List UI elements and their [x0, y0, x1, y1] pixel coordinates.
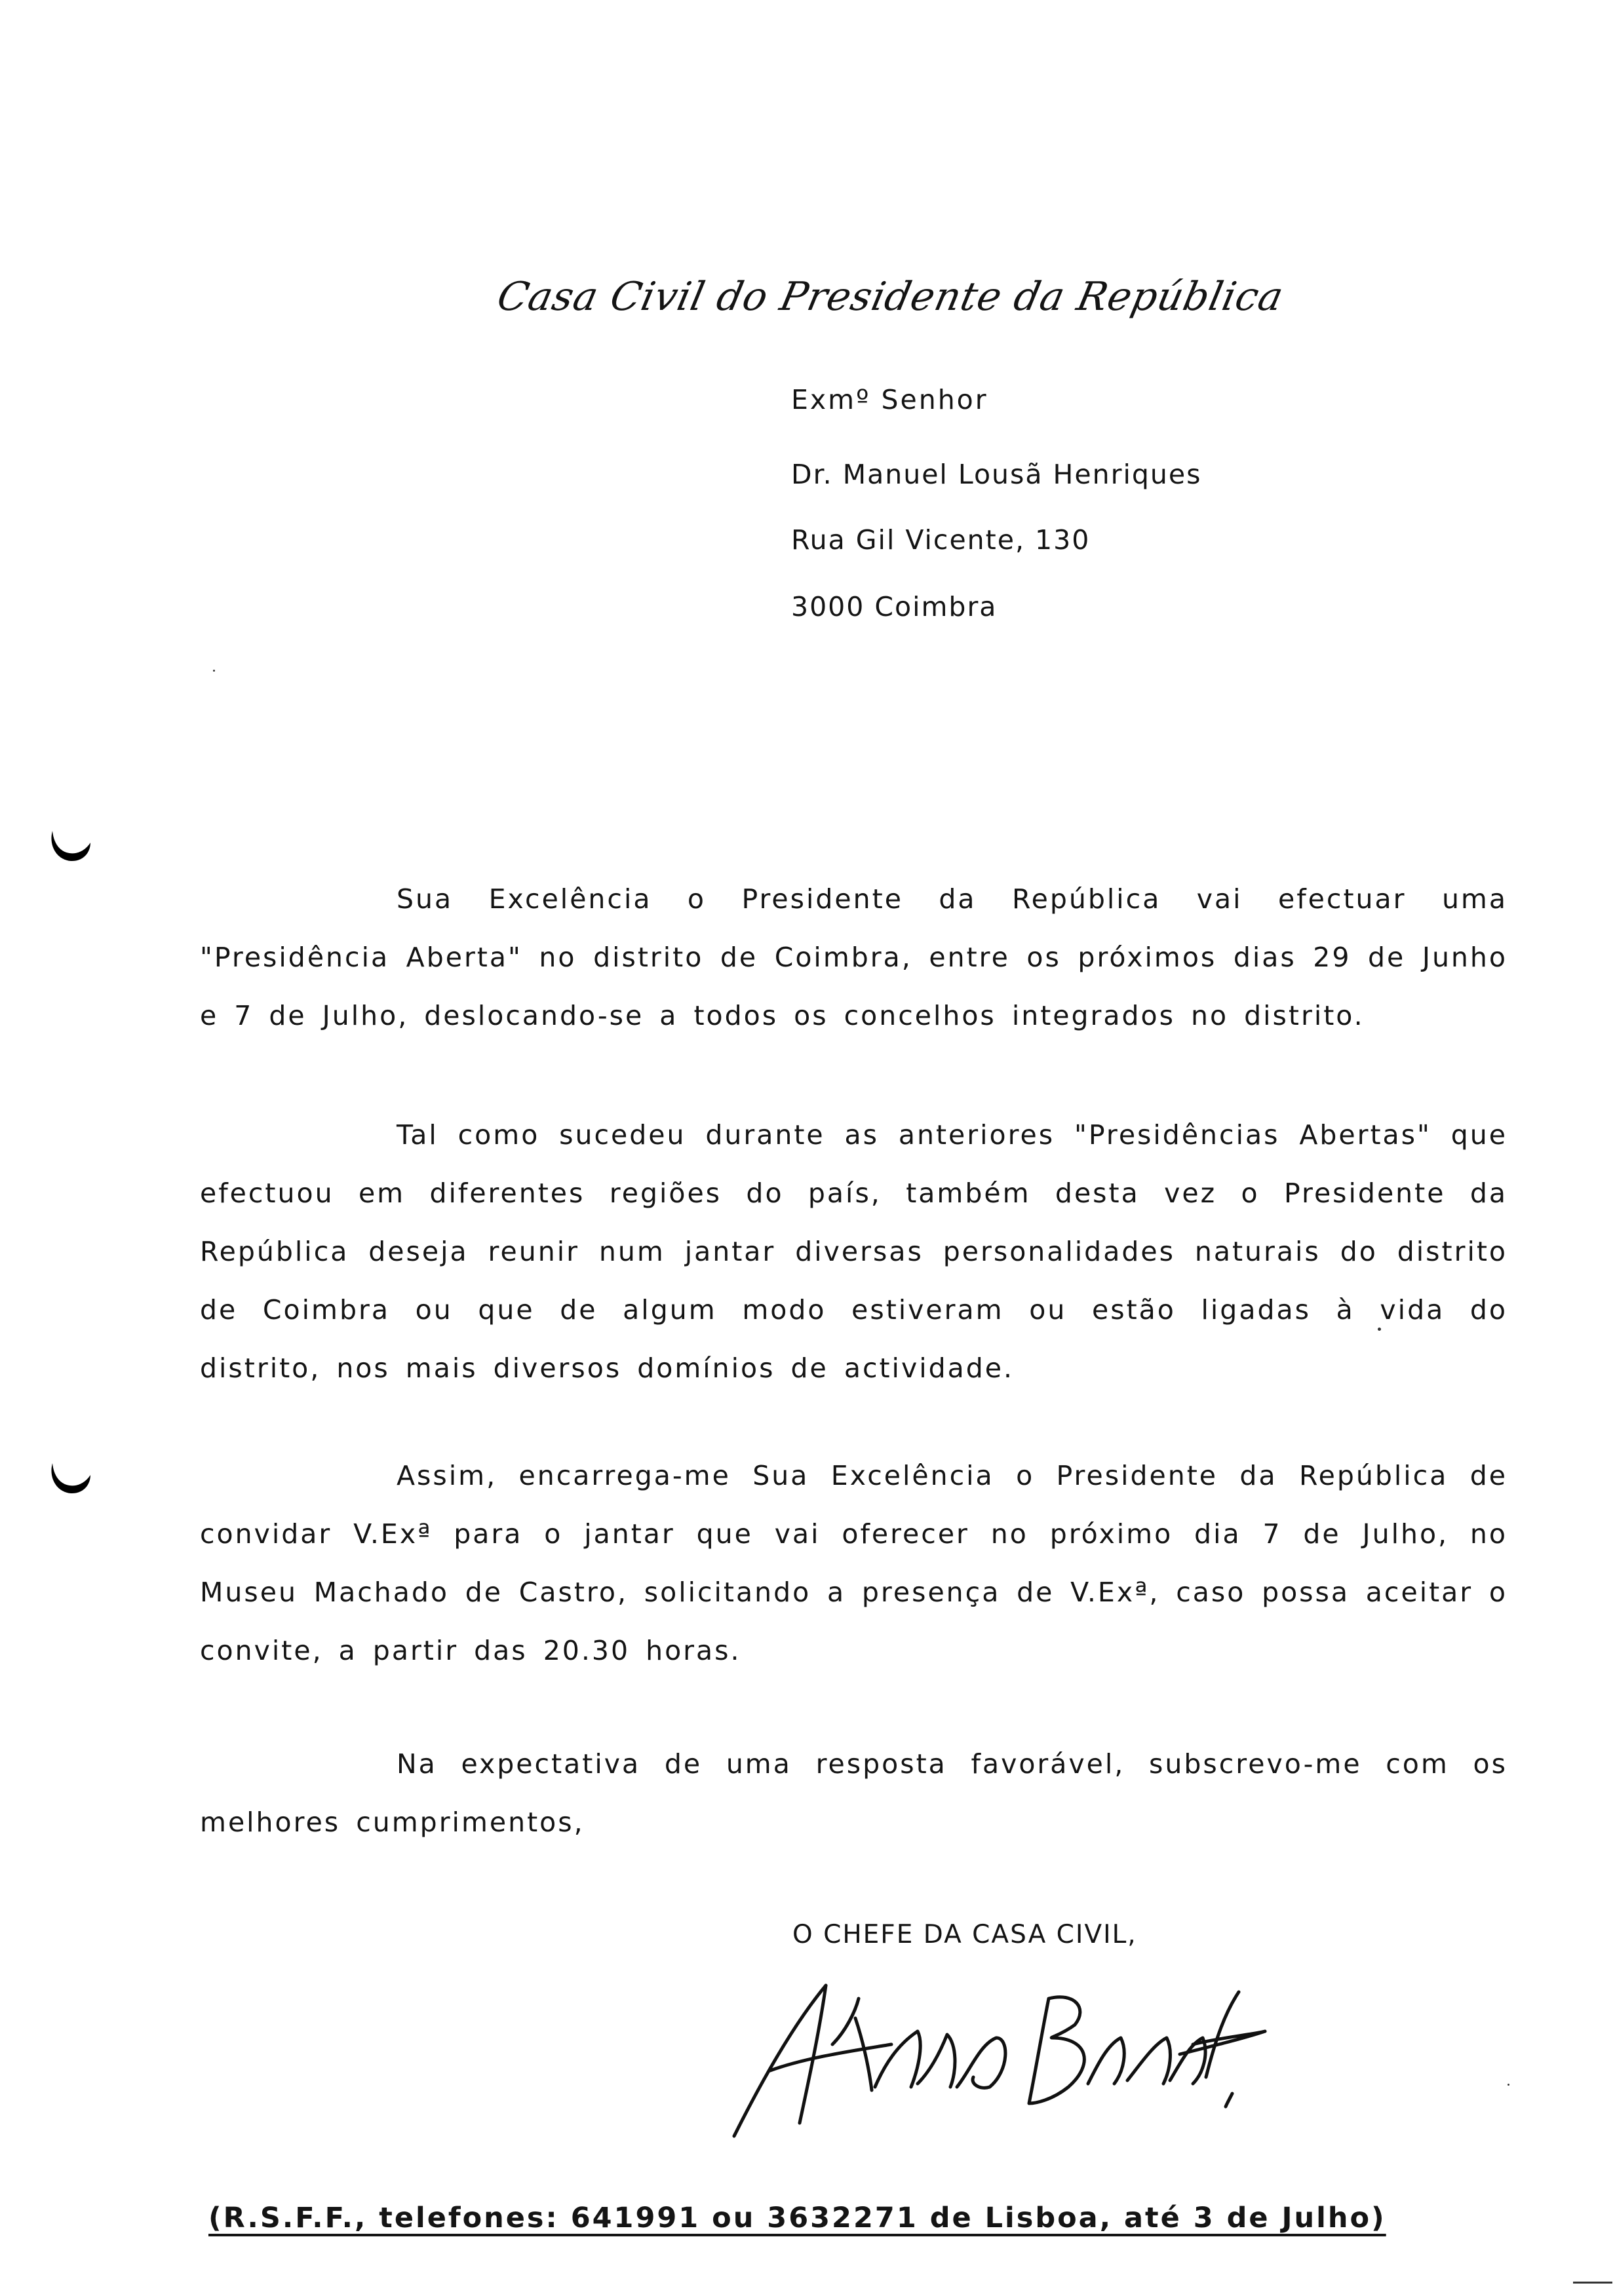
paper-speck: [213, 670, 215, 672]
footer-note: (R.S.F.F., telefones: 641991 ou 3632271 de Lisboa, até 3 de Julho): [208, 2202, 1386, 2234]
body-paragraph-1: Sua Excelência o Presidente da República vai efectuar uma "Presidência Aberta" no distrito de Coimbra, entre os próximos dias 29 de Junho e 7 de Julho, deslocando-se a todos os concelhos integrados no distrito.: [200, 883, 1508, 1031]
body-paragraph-3: Assim, encarrega-me Sua Excelência o Presidente da República de convidar V.Exª para o jantar que vai oferecer no próximo dia 7 de Julho, no Museu Machado de Castro, solicitando a presença de V.Exª, caso possa aceitar o convite, a partir das 20.30 horas.: [200, 1460, 1508, 1666]
recipient-street: Rua Gil Vicente, 130: [791, 524, 1091, 556]
paper-speck: [1573, 2282, 1612, 2284]
body-paragraph-2: Tal como sucedeu durante as anteriores "Presidências Abertas" que efectuou em diferentes regiões do país, também desta vez o Presidente da República deseja reunir num jantar diversas personalidades naturais do distrito de Coimbra ou que de algum modo estiveram ou estão ligadas à vida do distrito, nos mais diversos domínios de actividade.: [200, 1119, 1508, 1384]
salutation: Exmº Senhor: [791, 384, 988, 415]
closing-title: O CHEFE DA CASA CIVIL,: [792, 1920, 1137, 1949]
recipient-name: Dr. Manuel Lousã Henriques: [791, 459, 1202, 490]
body-paragraph-4: Na expectativa de uma resposta favorável, subscrevo-me com os melhores cumprimentos,: [200, 1748, 1508, 1838]
paper-speck: [1378, 1328, 1381, 1331]
punch-hole-mark: [43, 1451, 96, 1504]
punch-hole-mark: [43, 819, 96, 871]
letterhead: Casa Civil do Presidente da República: [493, 274, 1288, 320]
handwritten-signature: [721, 1972, 1272, 2143]
recipient-city: 3000 Coimbra: [791, 591, 998, 622]
paper-speck: [1508, 2084, 1509, 2086]
